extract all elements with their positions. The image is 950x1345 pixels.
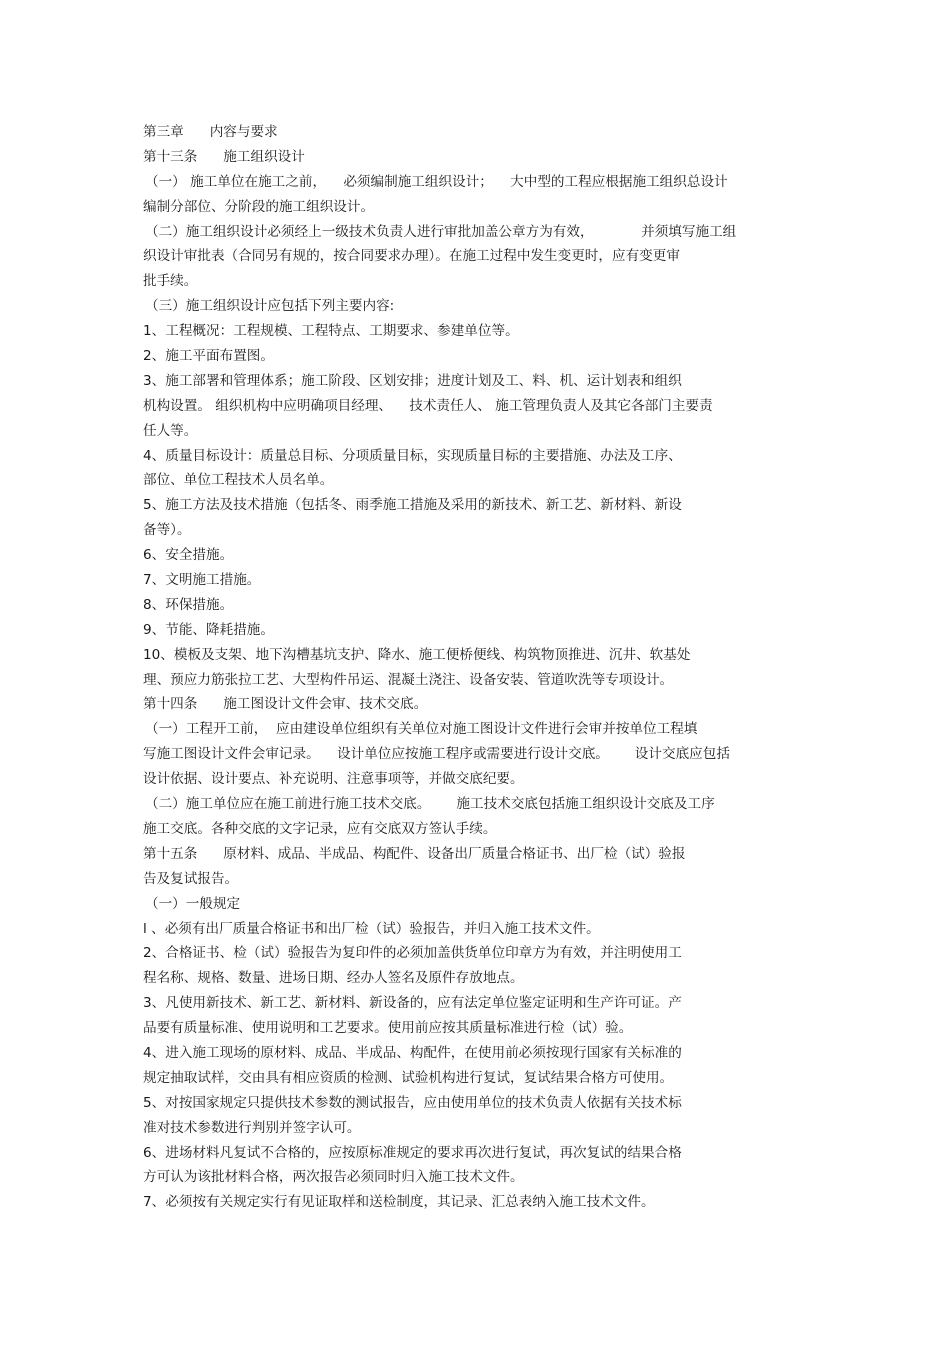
list-item: 准对技术参数进行判别并签字认可。 [143,1119,361,1136]
list-item: 理、预应力筋张拉工艺、大型构件吊运、混凝土浇注、设备安装、管道吹洗等专项设计。 [143,671,674,688]
list-item: 机构设置。 组织机构中应明确项目经理、 技术责任人、 施工管理负责人及其它各部门主要责 [143,397,713,414]
article-heading: 第十四条 施工图设计文件会审、技术交底。 [143,696,428,713]
list-item: 方可认为该批材料合格，两次报告必须同时归入施工技术文件。 [143,1169,524,1186]
list-item: 3、施工部署和管理体系；施工阶段、区划安排；进度计划及工、料、机、运计划表和组织 [143,372,682,389]
paragraph-line: （三）施工组织设计应包括下列主要内容: [145,298,395,315]
paragraph-line: 设计依据、设计要点、补充说明、注意事项等，并做交底纪要。 [143,771,524,788]
list-item: 1、工程概况：工程规模、工程特点、工期要求、参建单位等。 [143,323,519,340]
list-item: 2、施工平面布置图。 [143,348,274,365]
paragraph-line: 施工交底。各种交底的文字记录，应有交底双方签认手续。 [143,820,497,837]
paragraph-line: （二）施工组织设计必须经上一级技术负责人进行审批加盖公章方为有效， 并须填写施工组 [145,223,737,240]
list-item: 2、合格证书、检（试）验报告为复印件的必须加盖供货单位印章方为有效，并注明使用工 [143,945,682,962]
list-item: 6、进场材料凡复试不合格的，应按原标准规定的要求再次进行复试，再次复试的结果合格 [143,1144,682,1161]
document-body [143,120,813,1215]
list-item: 规定抽取试样，交由具有相应资质的检测、试验机构进行复试，复试结果合格方可使用。 [143,1069,674,1086]
list-item: 5、对按国家规定只提供技术参数的测试报告，应由使用单位的技术负责人依据有关技术标 [143,1094,682,1111]
paragraph-line: 批手续。 [143,273,198,290]
list-item: 品要有质量标准、使用说明和工艺要求。使用前应按其质量标准进行检（试）验。 [143,1020,633,1037]
paragraph-line: （一） 施工单位在施工之前， 必须编制施工组织设计； 大中型的工程应根据施工组织总设计 [145,173,728,190]
section-heading: （一）一般规定 [145,895,241,912]
list-item: 10、模板及支架、地下沟槽基坑支护、降水、施工便桥便线、构筑物顶推进、沉井、软基处 [143,646,691,663]
list-item: 备等）。 [143,522,191,539]
list-item: 3、凡使用新技术、新工艺、新材料、新设备的，应有法定单位鉴定证明和生产许可证。产 [143,995,682,1012]
list-item: 6、安全措施。 [143,547,234,564]
list-item: 程名称、规格、数量、进场日期、经办人签名及原件存放地点。 [143,970,524,987]
list-item: 部位、单位工程技术人员名单。 [143,472,334,489]
paragraph-line: 织设计审批表（合同另有规的，按合同要求办理）。在施工过程中发生变更时，应有变更审 [143,248,680,265]
chapter-heading: 第三章 内容与要求 [143,124,278,140]
paragraph-line: （一）工程开工前， 应由建设单位组织有关单位对施工图设计文件进行会审并按单位工程填 [145,721,698,738]
list-item: 7、必须按有关规定实行有见证取样和送检制度，其记录、汇总表纳入施工技术文件。 [143,1194,655,1211]
list-item: 8、环保措施。 [143,596,234,613]
list-item: 5、施工方法及技术措施（包括冬、雨季施工措施及采用的新技术、新工艺、新材料、新设 [143,497,682,514]
article-heading: 第十五条 原材料、成品、半成品、构配件、设备出厂质量合格证书、出厂检（试）验报 [143,845,686,862]
list-item: 任人等。 [143,422,198,439]
article-heading: 第十三条 施工组织设计 [143,148,305,165]
list-item: 9、节能、降耗措施。 [143,621,274,638]
list-item: 4、进入施工现场的原材料、成品、半成品、构配件，在使用前必须按现行国家有关标准的 [143,1044,682,1061]
article-heading: 告及复试报告。 [143,870,239,887]
list-item: l 、必须有出厂质量合格证书和出厂检（试）验报告，并归入施工技术文件。 [143,920,600,937]
paragraph-line: （二）施工单位应在施工前进行施工技术交底。 施工技术交底包括施工组织设计交底及工序 [145,796,715,813]
paragraph-line: 编制分部位、分阶段的施工组织设计。 [143,198,375,215]
paragraph-line: 写施工图设计文件会审记录。 设计单位应按施工程序或需要进行设计交底。 设计交底应包括 [143,746,730,763]
list-item: 7、文明施工措施。 [143,572,261,589]
list-item: 4、质量目标设计：质量总目标、分项质量目标，实现质量目标的主要措施、办法及工序、 [143,447,682,464]
